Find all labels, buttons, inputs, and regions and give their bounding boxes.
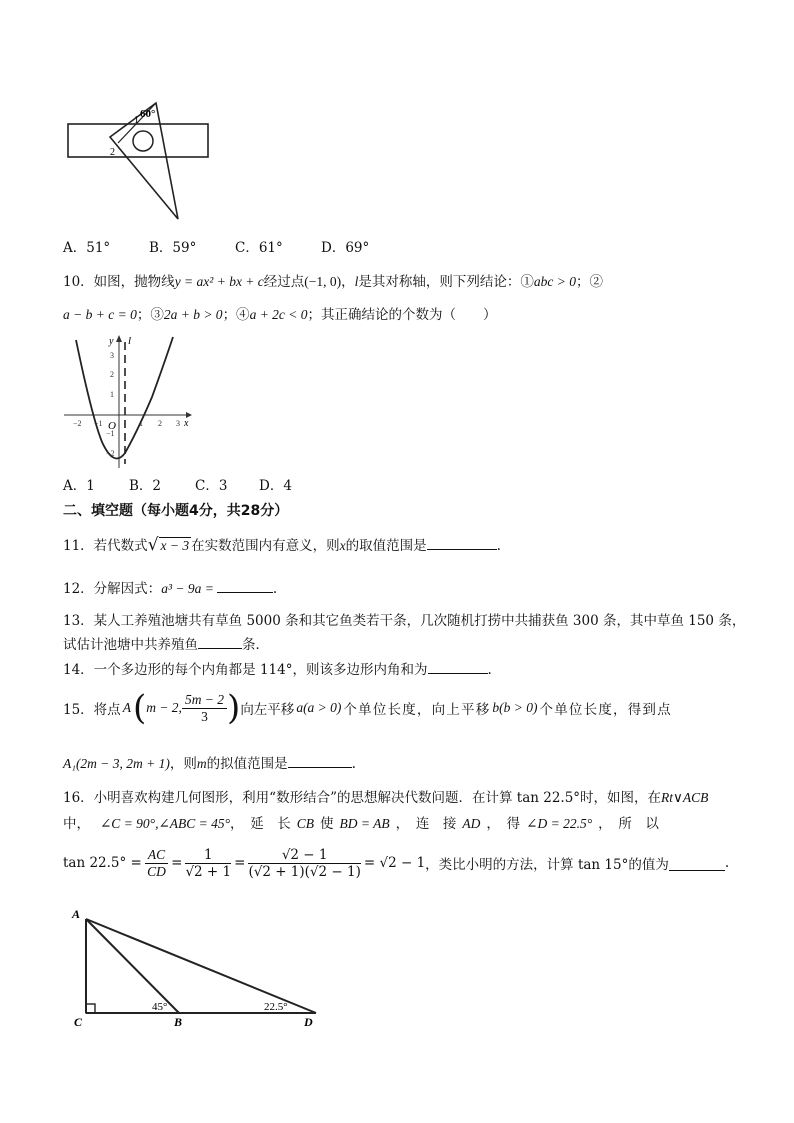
x-axis-label: x xyxy=(184,418,189,429)
q15-line2 xyxy=(63,752,356,772)
q16-equals-2: = xyxy=(234,855,246,871)
q15-y-fraction xyxy=(182,692,227,725)
q11 xyxy=(63,534,501,555)
q11-text-c: 的取值范围是 xyxy=(345,538,427,554)
x-tick-2: 2 xyxy=(158,419,162,428)
angle-2-label: 2 xyxy=(110,147,115,158)
q16-line2 xyxy=(63,812,659,832)
q16-line3 xyxy=(63,842,729,884)
q14 xyxy=(63,658,492,678)
q15-text-f: 的拟值范围是 xyxy=(206,756,288,772)
q10-line2 xyxy=(63,303,497,323)
q16-fraction-2 xyxy=(185,847,231,880)
triangle-set-square xyxy=(110,103,178,219)
q16-ad: AD xyxy=(462,816,481,831)
q16-text-d: 使 xyxy=(320,816,334,832)
angle-1-label: 1 xyxy=(134,115,139,126)
q16-end: . xyxy=(724,855,730,871)
q10-option-a[interactable]: A．1 xyxy=(63,478,95,494)
q15-y-denominator: 3 xyxy=(201,708,208,724)
q11-x: x xyxy=(339,538,346,553)
q10-conclusion-2: a − b + c = 0 xyxy=(63,307,137,322)
q12-text-a: 12．分解因式： xyxy=(63,581,162,597)
right-angle-mark xyxy=(86,1004,95,1013)
q10-conclusion-4: a + 2c < 0 xyxy=(249,307,308,322)
q16-text-b: 中， xyxy=(63,816,90,832)
y-tick--2: −2 xyxy=(106,449,115,458)
q10-text-h: ；其正确结论的个数为（ ） xyxy=(307,307,497,323)
vertex-D: D xyxy=(304,1015,313,1029)
q10-parabola-equation: y = ax² + bx + c xyxy=(174,274,264,289)
q10-option-d[interactable]: D．4 xyxy=(259,478,292,494)
section-2-heading: 二、填空题（每小题4分，共28分） xyxy=(63,503,289,519)
segment-AB xyxy=(86,919,179,1013)
q15-end: . xyxy=(351,756,356,772)
q10-l: l xyxy=(354,274,359,289)
q10-parabola-graph xyxy=(62,332,197,470)
q16-f2-numerator: 1 xyxy=(185,847,231,864)
q16-f2-denominator: √2 + 1 xyxy=(185,863,232,880)
q15-shift-b: b(b > 0) xyxy=(492,700,538,715)
q16-f1-denominator: CD xyxy=(147,863,166,879)
q9-option-b[interactable]: B．59° xyxy=(149,240,197,256)
q16-equals-1: = xyxy=(171,855,183,871)
y-axis-label: y xyxy=(109,336,114,347)
q9-option-c[interactable]: C．61° xyxy=(235,240,283,256)
q16-angle-d: ∠D = 22.5° xyxy=(526,816,593,831)
origin-label: O xyxy=(108,420,116,432)
y-axis-arrow xyxy=(116,335,122,342)
q15-left-paren: ( xyxy=(132,688,147,728)
x-tick-3: 3 xyxy=(176,419,180,428)
q10-point: (−1, 0) xyxy=(304,274,342,289)
vertex-A: A xyxy=(72,907,81,921)
q13-line1: 13．某人工养殖池塘共有草鱼 5000 条和其它鱼类若干条，几次随机打捞中共捕获鱼 300 条，其中草鱼 150 条， xyxy=(63,613,746,629)
q11-text-b: 在实数范围内有意义，则 xyxy=(191,538,340,554)
q10-text-a: 10．如图，抛物线 xyxy=(63,274,175,290)
circle-hole xyxy=(133,131,153,151)
q16-result: = √2 − 1 xyxy=(363,855,426,871)
q16-text-a: 16．小明喜欢构建几何图形，利用“数形结合”的思想解决代数问题．在计算 tan 22.5°时，如图，在 xyxy=(63,790,662,806)
q15-line1 xyxy=(63,688,672,728)
vertex-B: B xyxy=(174,1015,183,1029)
q15-point-A: A xyxy=(122,700,131,715)
q11-answer-blank[interactable] xyxy=(427,535,497,550)
q16-text-e: ， 连 接 xyxy=(395,816,457,832)
y-tick-2: 2 xyxy=(110,370,114,379)
q10-options xyxy=(63,474,292,494)
q11-sqrt: √ x − 3 xyxy=(147,535,190,555)
q10-text-f: ；③ xyxy=(136,307,164,323)
q15-right-paren: ) xyxy=(227,688,241,728)
q15-x-coord: m − 2, xyxy=(146,700,182,715)
q15-y-numerator: 5m − 2 xyxy=(182,692,227,709)
q10-line1 xyxy=(63,270,603,290)
q15-text-e: ，则 xyxy=(169,756,197,772)
q16-triangle: Rt∨ACB xyxy=(661,790,709,805)
x-tick-1: 1 xyxy=(139,419,143,428)
q9-figure xyxy=(60,95,220,225)
q16-text-h: ，类比小明的方法，计算 tan 15°的值为 xyxy=(425,857,669,873)
q16-text-f: ， 得 xyxy=(486,816,521,832)
l-label: l xyxy=(128,335,132,347)
angle-45-label: 45° xyxy=(152,1001,168,1013)
q10-option-b[interactable]: B．2 xyxy=(129,478,162,494)
angle-22-5-label: 22.5° xyxy=(264,1001,288,1013)
q11-text-a: 11．若代数式 xyxy=(63,538,148,554)
q10-text-c: ， xyxy=(341,274,355,290)
q16-f1-numerator: AC xyxy=(145,847,168,864)
q15-m: m xyxy=(196,756,207,771)
q16-text-g: ， 所 以 xyxy=(598,816,659,832)
q14-end: . xyxy=(487,662,492,678)
q13-line2 xyxy=(63,633,269,653)
q10-text-d: 是其对称轴，则下列结论：① xyxy=(358,274,534,290)
q16-f3-numerator: √2 − 1 xyxy=(248,847,360,864)
x-tick--1: −1 xyxy=(94,419,103,428)
ruler-strip xyxy=(68,124,208,157)
q16-bd-eq-ab: BD = AB xyxy=(339,816,390,831)
q16-line1 xyxy=(63,786,708,806)
q15-text-b: 向左平移 xyxy=(240,702,295,718)
q16-cb: CB xyxy=(296,816,315,831)
q12-expression: a³ − 9a = xyxy=(161,581,214,596)
q16-condition: ∠C = 90°,∠ABC = 45° xyxy=(100,816,231,831)
q16-answer-blank[interactable] xyxy=(669,856,725,871)
x-tick--2: −2 xyxy=(73,419,82,428)
q15-text-d: 个单位长度，得到点 xyxy=(539,702,672,718)
q12 xyxy=(63,577,277,597)
y-tick-1: 1 xyxy=(110,390,114,399)
q15-text-c: 个单位长度，向上平移 xyxy=(343,702,491,718)
q10-conclusion-3: 2a + b > 0 xyxy=(163,307,223,322)
q14-text: 14．一个多边形的每个内角都是 114°，则该多边形内角和为 xyxy=(63,662,428,678)
vertex-C: C xyxy=(74,1015,83,1029)
q10-option-c[interactable]: C．3 xyxy=(195,478,228,494)
q16-text-c: ， 延 长 xyxy=(230,816,291,832)
q13-text-a: 试估计池塘中共养殖鱼 xyxy=(63,637,198,653)
q10-text-e: ；② xyxy=(576,274,604,290)
q10-text-b: 经过点 xyxy=(263,274,305,290)
y-tick-3: 3 xyxy=(110,351,114,360)
q12-end: . xyxy=(272,581,278,597)
q16-fraction-ac-cd xyxy=(145,847,168,880)
q11-radicand: x − 3 xyxy=(160,538,190,553)
q10-conclusion-1: abc > 0 xyxy=(533,274,577,289)
q13-answer-blank[interactable] xyxy=(198,634,242,649)
q16-fraction-3 xyxy=(248,847,360,880)
q16-tan-225: tan 22.5° = xyxy=(63,855,142,871)
segment-AD xyxy=(86,919,316,1013)
q15-text-a: 15．将点 xyxy=(63,702,121,718)
q9-option-a[interactable]: A．51° xyxy=(63,240,111,256)
q11-end: . xyxy=(496,538,501,554)
q15-answer-blank[interactable] xyxy=(288,753,352,768)
q9-option-d[interactable]: D．69° xyxy=(321,240,370,256)
q13-text-b: 条． xyxy=(242,637,269,653)
q12-answer-blank[interactable] xyxy=(217,578,273,593)
y-tick--1: −1 xyxy=(106,429,115,438)
q16-f3-denominator: (√2 + 1)(√2 − 1) xyxy=(248,863,361,880)
q9-options xyxy=(63,236,369,256)
q15-point-A1: A₁(2m − 3, 2m + 1) xyxy=(63,756,170,771)
angle-60-label: 60° xyxy=(140,108,156,120)
q15-shift-a: a(a > 0) xyxy=(296,700,342,715)
q16-triangle-figure xyxy=(68,905,330,1029)
q10-text-g: ；④ xyxy=(222,307,250,323)
q14-answer-blank[interactable] xyxy=(428,659,488,674)
